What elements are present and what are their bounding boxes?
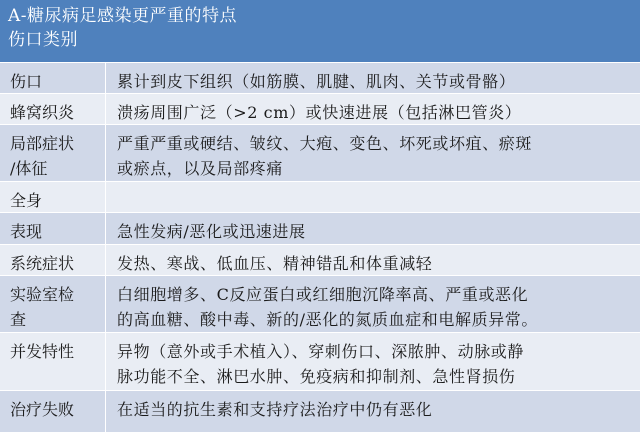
row-value: 白细胞增多、C反应蛋白或红细胞沉降率高、严重或恶化 的高血糖、酸中毒、新的/恶化的氮质血症和电解质异常。	[117, 285, 538, 329]
table-row	[0, 124, 640, 181]
table-row	[0, 181, 640, 212]
row-value: 异物（意外或手术植入）、穿刺伤口、深脓肿、动脉或静 脉功能不全、淋巴水肿、免疫病和抑制剂、急性肾损伤	[117, 342, 525, 386]
table-row	[0, 244, 640, 275]
table-row	[0, 62, 640, 93]
row-value: 急性发病/恶化或迅速进展	[117, 222, 306, 241]
table-subtitle: 伤口类别	[8, 30, 78, 50]
row-label: 蜂窝织炎	[0, 94, 106, 124]
table-row	[0, 275, 640, 332]
row-label: 伤口	[0, 63, 106, 93]
row-label: 表现	[0, 213, 106, 244]
row-value: 在适当的抗生素和支持疗法治疗中仍有恶化	[117, 400, 433, 419]
row-label: 全身	[0, 182, 106, 212]
row-value: 严重严重或硬结、皱纹、大疱、变色、坏死或坏疽、瘀斑 或瘀点，以及局部疼痛	[117, 134, 533, 178]
row-label: 系统症状	[0, 245, 106, 275]
row-label: 治疗失败	[0, 391, 106, 432]
row-label: 局部症状 /体征	[0, 125, 106, 181]
row-label: 实验室检 查	[0, 276, 106, 332]
table-row	[0, 390, 640, 432]
table-row	[0, 93, 640, 124]
row-value: 发热、寒战、低血压、精神错乱和体重减轻	[117, 254, 433, 273]
row-value	[107, 182, 640, 212]
table-header	[0, 0, 640, 62]
table-title: A-糖尿病足感染更严重的特点	[8, 6, 238, 26]
row-label: 并发特性	[0, 333, 106, 390]
row-value: 溃疡周围广泛（>2 cm）或快速进展（包括淋巴管炎）	[117, 103, 522, 122]
row-value: 累计到皮下组织（如筋膜、肌腱、肌肉、关节或骨骼）	[117, 72, 516, 91]
table-row	[0, 212, 640, 244]
table-row	[0, 332, 640, 390]
